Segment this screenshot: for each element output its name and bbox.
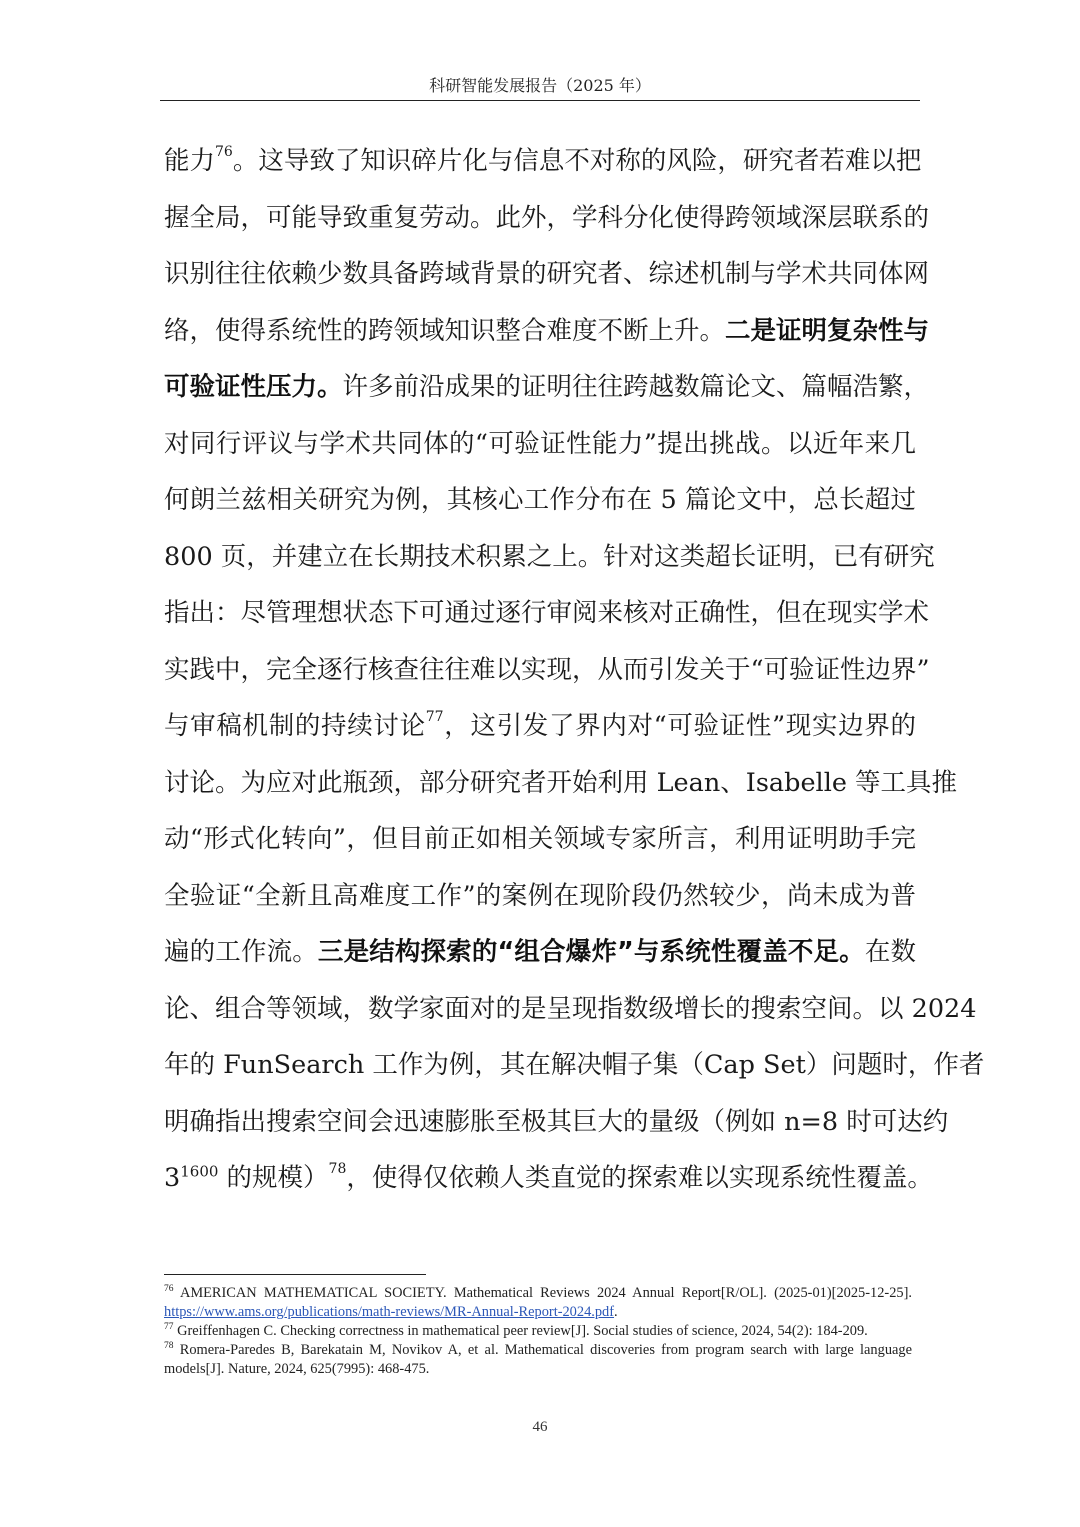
bold-text: 可验证性压力。 [164,372,343,402]
footnote-number: 78 [164,1341,174,1352]
body-line [164,1150,933,1207]
footnote-number: 77 [164,1322,174,1333]
body-line [164,642,930,699]
footnote-ref: 77 [425,708,444,725]
text-run: 何朗兰兹相关研究为例，其核心工作分布在 5 篇论文中，总长超过 [164,485,916,515]
text-run: 动“形式化转向”，但目前正如相关领域专家所言，利用证明助手完 [164,824,916,854]
text-run: 800 页，并建立在长期技术积累之上。针对这类超长证明，已有研究 [164,541,935,572]
text-run: ，这引发了界内对“可验证性”现实边界的 [443,711,916,741]
text-run: 与审稿机制的持续讨论 [164,711,426,741]
header-rule [160,100,920,101]
footnote-ref: 76 [215,143,233,160]
body-line [164,811,916,868]
text-run: 的规模） [218,1163,329,1193]
bold-text: 三是结构探索的“组合爆炸”与系统性覆盖不足。 [317,937,865,967]
footnote-rule [164,1274,426,1275]
running-header: 科研智能发展报告（2025 年） [429,76,651,95]
footnote-77 [164,1322,912,1341]
footnote-text: AMERICAN MATHEMATICAL SOCIETY. Mathematical Reviews 2024 Annual Report[R/OL]. (2025-01)[2025-12-25]. [179,1285,912,1301]
footnote-link[interactable]: https://www.ams.org/publications/math-reviews/MR-Annual-Report-2024.pdf [164,1304,615,1320]
text-run: 能力 [164,146,216,176]
text-run: 识别往往依赖少数具备跨域背景的研究者、综述机制与学术共同体网 [164,259,930,289]
text-run: 3 [164,1163,181,1193]
text-run: 许多前沿成果的证明往往跨越数篇论文、篇幅浩繁， [342,372,930,402]
body-line [164,416,916,473]
text-run: 讨论。为应对此瓶颈，部分研究者开始利用 Lean、Isabelle 等工具推 [164,767,958,798]
text-run: 在数 [864,937,916,967]
footnote-78 [164,1341,912,1379]
footnote-text: Greiffenhagen C. Checking correctness in mathematical peer review[J]. Social studies of science, 2024, 54(2): 184-209. [177,1323,868,1339]
body-line [164,133,922,190]
body-line [164,190,930,247]
page-number: 46 [532,1419,548,1435]
text-run: 握全局，可能导致重复劳动。此外，学科分化使得跨领域深层联系的 [164,202,930,233]
text-run: 。这导致了知识碎片化与信息不对称的风险，研究者若难以把 [232,146,922,176]
text-run: 明确指出搜索空间会迅速膨胀至极其巨大的量级（例如 n=8 时可达约 [164,1106,949,1137]
text-run: 遍的工作流。 [164,937,318,967]
bold-text: 二是证明复杂性与 [725,315,930,346]
body-line [164,529,935,586]
footnote-trailing: . [614,1304,618,1320]
body-line [164,1094,949,1151]
text-run: 实践中，完全逐行核查往往难以实现，从而引发关于“可验证性边界” [164,654,930,685]
footnote-number: 76 [164,1284,174,1295]
body-line [164,246,930,303]
body-line [164,472,916,529]
text-run: ，使得仅依赖人类直觉的探索难以实现系统性覆盖。 [346,1163,933,1193]
body-line [164,585,930,642]
text-run: 对同行评议与学术共同体的“可验证性能力”提出挑战。以近年来几 [164,428,916,459]
body-line [164,755,958,812]
body-line [164,924,916,981]
body-text [164,133,985,1207]
text-run: 络，使得系统性的跨领域知识整合难度不断上升。 [164,315,726,346]
body-line [164,981,977,1038]
body-line [164,698,916,755]
footnotes [164,1284,912,1379]
text-run: 全验证“全新且高难度工作”的案例在现阶段仍然较少，尚未成为普 [164,880,916,911]
body-line [164,303,930,360]
text-run: 指出：尽管理想状态下可通过逐行审阅来核对正确性，但在现实学术 [164,598,930,628]
footnote-ref: 78 [328,1160,347,1177]
exponent: 1600 [180,1162,219,1181]
footnote-text: Romera-Paredes B, Barekatain M, Novikov A, et al. Mathematical discoveries from program search with large language models[J]. Nature, 2024, 625(7995): 468-475. [164,1342,912,1377]
text-run: 年的 FunSearch 工作为例，其在解决帽子集（Cap Set）问题时，作者 [164,1050,985,1080]
body-line [164,1037,985,1094]
footnote-76 [164,1284,912,1322]
body-line [164,868,916,925]
body-line [164,359,930,416]
text-run: 论、组合等领域，数学家面对的是呈现指数级增长的搜索空间。以 2024 [164,993,977,1024]
